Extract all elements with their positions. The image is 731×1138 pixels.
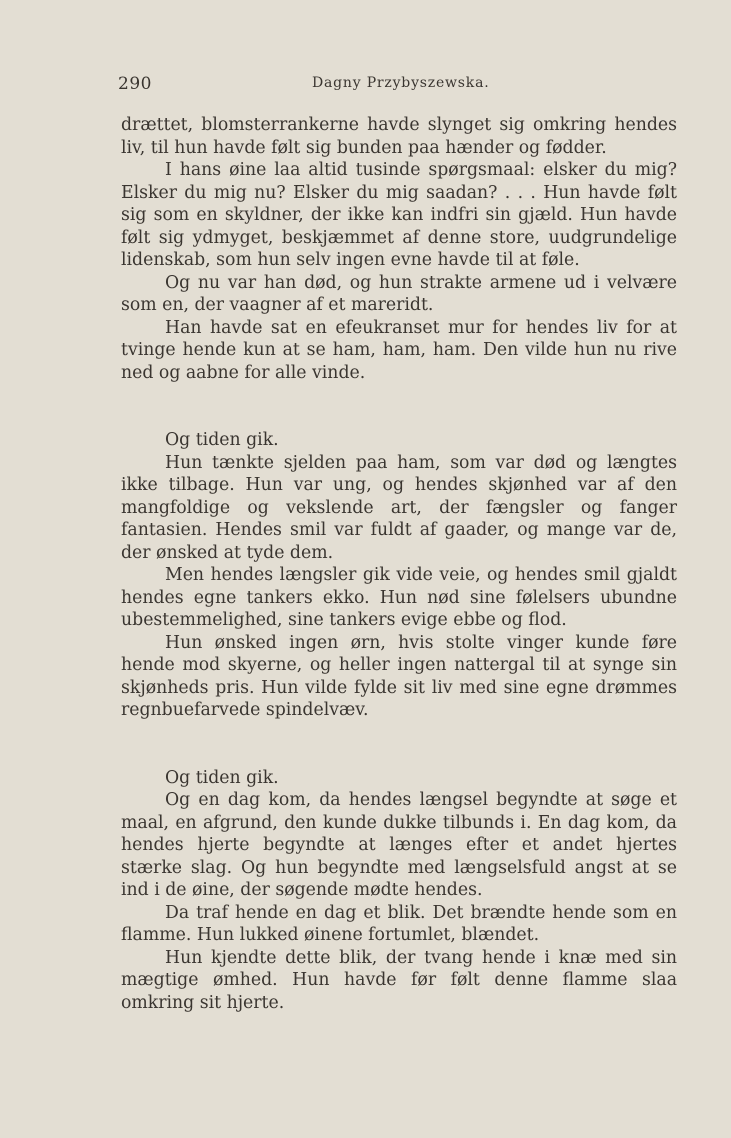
paragraph: Han havde sat en efeukranset mur for hendes liv for at tvinge hende kun at se ham, ham, ham. Den vilde hun nu rive ned og aabne for alle vinde. [121,317,677,383]
text-section [121,114,677,384]
page-header [118,74,678,98]
text-section [121,767,677,1015]
paragraph: Hun tænkte sjelden paa ham, som var død og længtes ikke tilbage. Hun var ung, og hendes skjønhed var af den mangfoldige og vekslende art, der fængsler og fanger fantasien. Hendes smil var fuldt af gaader, og mange var de, der ønsked at tyde dem. [121,452,677,563]
section-opening-line: Og tiden gik. [165,767,279,788]
text-section [121,429,677,722]
paragraph: I hans øine laa altid tusinde spørgsmaal: elsker du mig? Elsker du mig nu? Elsker du mig saadan? . . . Hun havde følt sig som en skyldner, der ikke kan indfri sin gjæld. Hun havde følt sig ydmyget, beskjæmmet af denne store, uudgrundelige lidenskab, som hun selv ingen evne havde til at føle. [121,160,677,270]
paragraph: Da traf hende en dag et blik. Det brændte hende som en flamme. Hun lukked øinene fortumlet, blændet. [121,902,677,945]
paragraph: Og nu var han død, og hun strakte armene ud i velvære som en, der vaagner af et mareridt. [121,272,677,315]
body-text [121,114,677,1014]
paragraph: Hun kjendte dette blik, der tvang hende i knæ med sin mægtige ømhed. Hun havde før følt denne flamme slaa omkring sit hjerte. [121,947,677,1013]
page-number: 290 [118,74,152,94]
paragraph: Og en dag kom, da hendes længsel begyndte at søge et maal, en afgrund, den kunde dukke tilbunds i. En dag kom, da hendes hjerte begyndte at længes efter et andet hjertes stærke slag. Og hun begyndte med længselsfuld angst at se ind i de øine, der søgende mødte hendes. [121,790,677,900]
paragraph: Hun ønsked ingen ørn, hvis stolte vinger kunde føre hende mod skyerne, og heller ingen nattergal til at synge sin skjønheds pris. Hun vilde fylde sit liv med sine egne drømmes regnbuefarvede spindelvæv. [121,632,677,720]
paragraph: Men hendes længsler gik vide veie, og hendes smil gjaldt hendes egne tankers ekko. Hun nød sine følelsers ubundne ubestemmelighed, sine tankers evige ebbe og flod. [121,565,677,630]
paragraph: drættet, blomsterrankerne havde slynget sig omkring hendes liv, til hun havde følt sig bunden paa hænder og fødder. [121,115,677,158]
section-opening-line: Og tiden gik. [165,430,279,450]
running-title: Dagny Przybyszewska. [312,75,490,91]
